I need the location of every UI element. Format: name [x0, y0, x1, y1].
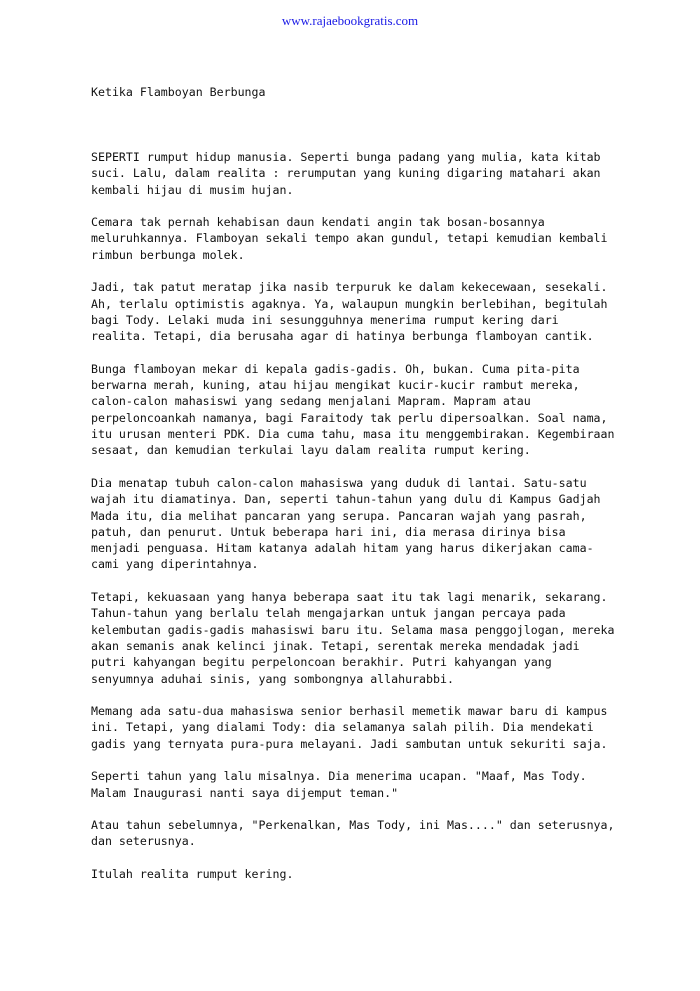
paragraph-line: berwarna merah, kuning, atau hijau mengikat kucir-kucir rambut mereka,	[91, 378, 580, 393]
header-website-link[interactable]: www.rajaebookgratis.com	[281, 13, 419, 28]
paragraph	[91, 703, 651, 752]
paragraph-line: realita. Tetapi, dia berusaha agar di hatinya berbunga flamboyan cantik.	[91, 329, 594, 344]
paragraph-line: ini. Tetapi, yang dialami Tody: dia selamanya salah pilih. Dia mendekati	[91, 720, 594, 735]
paragraph-line: kelembutan gadis-gadis mahasiswi baru itu. Selama masa penggojlogan, mereka	[91, 622, 615, 637]
paragraph-line: Mada itu, dia melihat pancaran yang serupa. Pancaran wajah yang pasrah,	[91, 508, 587, 523]
paragraph	[91, 149, 651, 198]
paragraph-line: putri kahyangan begitu perpeloncoan berakhir. Putri kahyangan yang	[91, 655, 552, 670]
paragraph-line: Cemara tak pernah kehabisan daun kendati angin tak bosan-bosannya	[91, 215, 545, 230]
paragraph	[91, 817, 651, 850]
paragraph-line: kembali hijau di musim hujan.	[91, 182, 294, 197]
paragraph-line: cami yang diperintahnya.	[91, 557, 259, 572]
paragraph-line: gadis yang ternyata pura-pura melayani. Jadi sambutan untuk sekuriti saja.	[91, 736, 608, 751]
chapter-body	[91, 149, 651, 899]
paragraph-line: Jadi, tak patut meratap jika nasib terpuruk ke dalam kekecewaan, sesekali.	[91, 280, 608, 295]
paragraph-line: senyumnya aduhai sinis, yang sombongnya allahurabbi.	[91, 671, 454, 686]
paragraph-line: Bunga flamboyan mekar di kepala gadis-gadis. Oh, bukan. Cuma pita-pita	[91, 361, 580, 376]
paragraph-line: akan semanis anak kelinci jinak. Tetapi, serentak mereka mendadak jadi	[91, 638, 580, 653]
paragraph	[91, 866, 651, 882]
paragraph-line: Malam Inaugurasi nanti saya dijemput teman."	[91, 785, 399, 800]
paragraph	[91, 214, 651, 263]
paragraph-line: Seperti tahun yang lalu misalnya. Dia menerima ucapan. "Maaf, Mas Tody.	[91, 769, 587, 784]
paragraph-line: Tetapi, kekuasaan yang hanya beberapa saat itu tak lagi menarik, sekarang.	[91, 590, 608, 605]
paragraph	[91, 279, 651, 344]
paragraph-line: itu urusan menteri PDK. Dia cuma tahu, masa itu menggembirakan. Kegembiraan	[91, 427, 615, 442]
paragraph	[91, 768, 651, 801]
paragraph	[91, 475, 651, 573]
paragraph-line: meluruhkannya. Flamboyan sekali tempo akan gundul, tetapi kemudian kembali	[91, 231, 608, 246]
paragraph-line: Tahun-tahun yang berlalu telah mengajarkan untuk jangan percaya pada	[91, 606, 566, 621]
paragraph-line: menjadi penguasa. Hitam katanya adalah hitam yang harus dikerjakan cama-	[91, 541, 594, 556]
paragraph-line: suci. Lalu, dalam realita : rerumputan yang kuning digaring matahari akan	[91, 166, 601, 181]
paragraph-line: Itulah realita rumput kering.	[91, 867, 294, 882]
paragraph-line: sesaat, dan kemudian terkulai layu dalam realita rumput kering.	[91, 443, 531, 458]
paragraph-line: calon-calon mahasiswi yang sedang menjalani Mapram. Mapram atau	[91, 394, 531, 409]
paragraph-line: Dia menatap tubuh calon-calon mahasiswa yang duduk di lantai. Satu-satu	[91, 475, 587, 490]
chapter-title: Ketika Flamboyan Berbunga	[91, 85, 266, 99]
paragraph-line: wajah itu diamatinya. Dan, seperti tahun-tahun yang dulu di Kampus Gadjah	[91, 492, 601, 507]
paragraph-line: SEPERTI rumput hidup manusia. Seperti bunga padang yang mulia, kata kitab	[91, 150, 601, 164]
paragraph-line: perpeloncoankah namanya, bagi Faraitody tak perlu dipersoalkan. Soal nama,	[91, 410, 608, 425]
paragraph	[91, 361, 651, 459]
paragraph-line: Memang ada satu-dua mahasiswa senior berhasil memetik mawar baru di kampus	[91, 704, 608, 719]
paragraph-line: patuh, dan penurut. Untuk beberapa hari ini, dia merasa dirinya bisa	[91, 524, 566, 539]
paragraph-line: Atau tahun sebelumnya, "Perkenalkan, Mas Tody, ini Mas...." dan seterusnya,	[91, 818, 615, 833]
paragraph	[91, 589, 651, 687]
paragraph-line: rimbun berbunga molek.	[91, 247, 245, 262]
paragraph-line: dan seterusnya.	[91, 834, 196, 849]
paragraph-line: bagi Tody. Lelaki muda ini sesungguhnya menerima rumput kering dari	[91, 312, 559, 327]
paragraph-line: Ah, terlalu optimistis agaknya. Ya, walaupun mungkin berlebihan, begitulah	[91, 296, 608, 311]
